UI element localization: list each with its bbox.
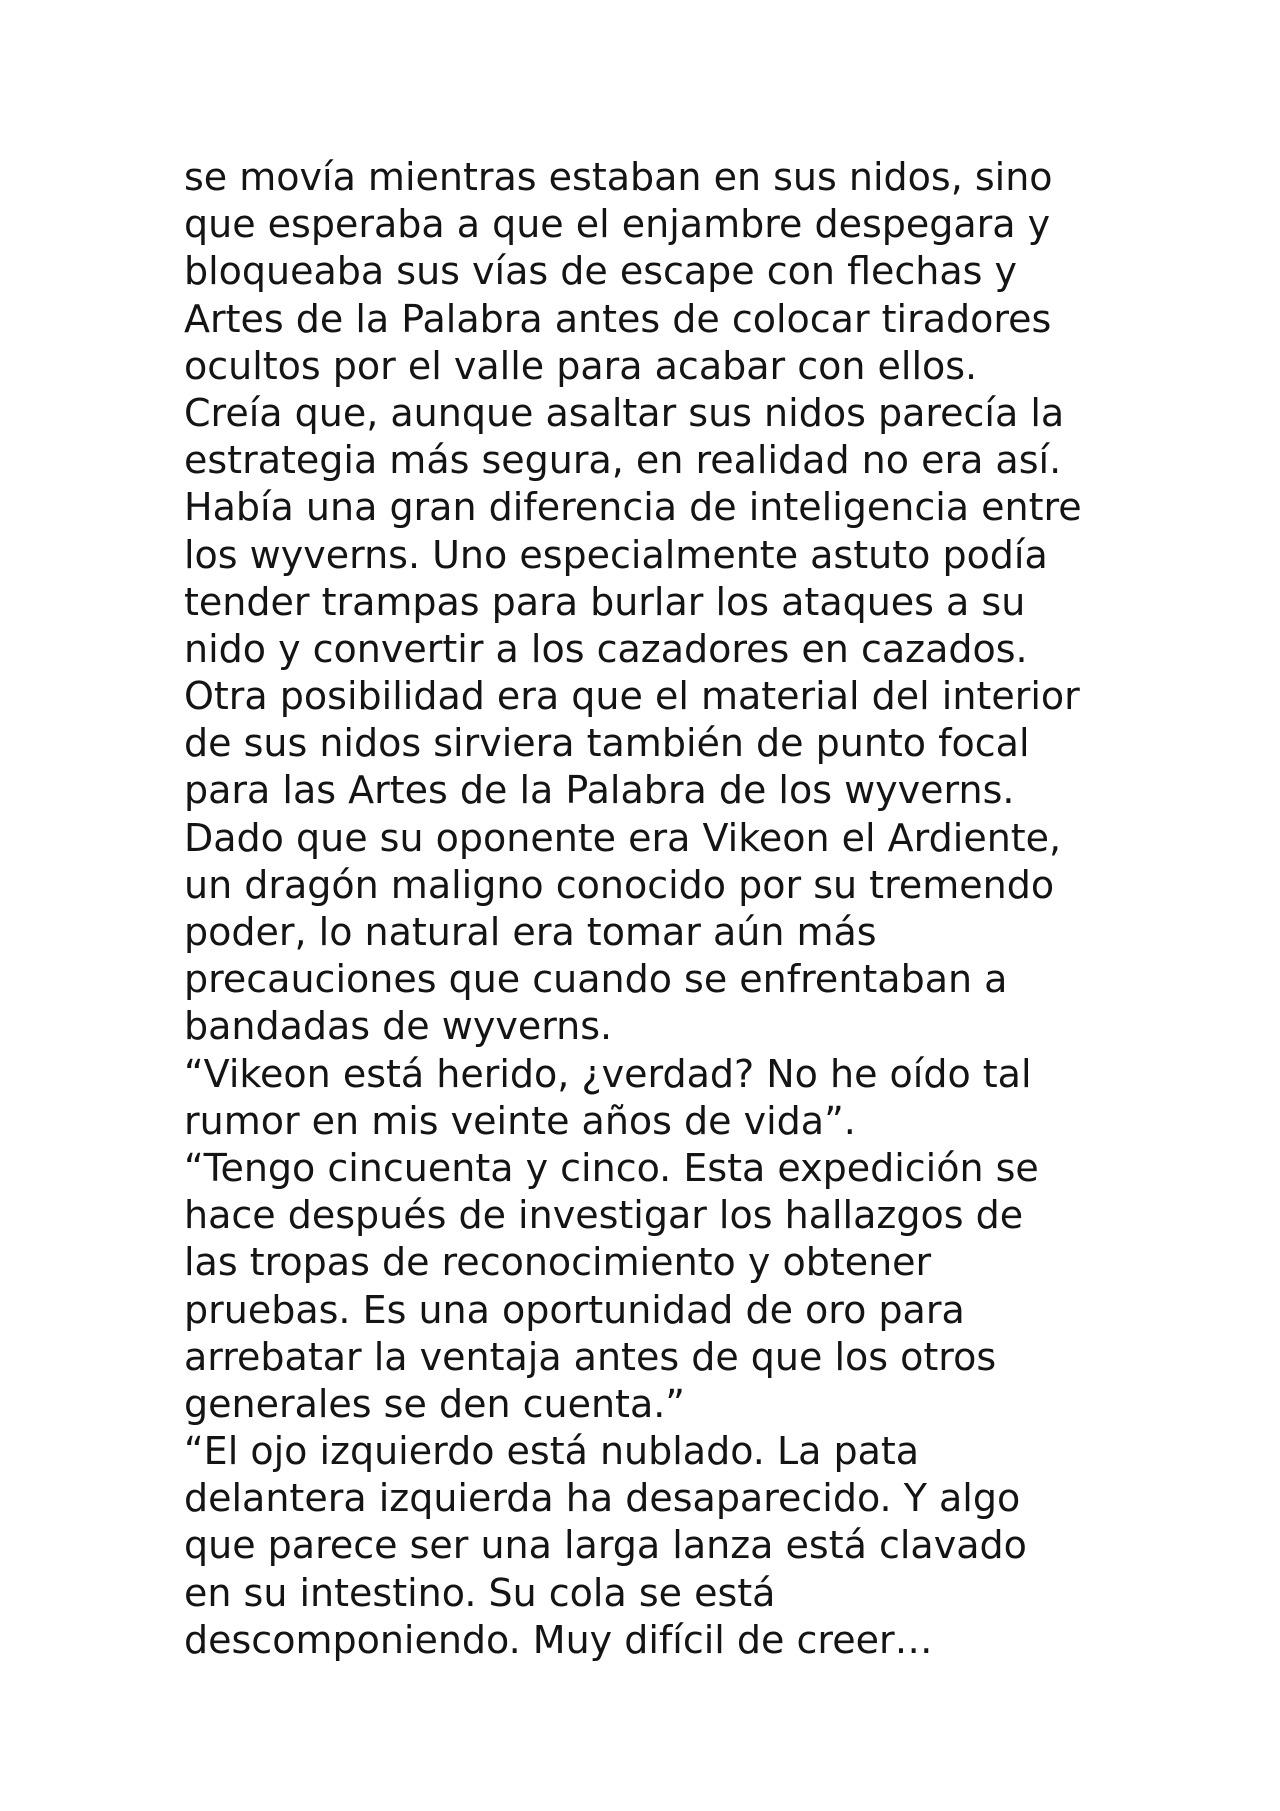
text-line: que parece ser una larga lanza está clavado (184, 1523, 1027, 1568)
text-line: “El ojo izquierdo está nublado. La pata (184, 1429, 920, 1474)
text-line: arrebatar la ventaja antes de que los otros (184, 1334, 997, 1379)
text-line: de sus nidos sirviera también de punto focal (184, 721, 1030, 766)
text-line: bloqueaba sus vías de escape con flechas y (184, 249, 1018, 294)
text-line: las tropas de reconocimiento y obtener (184, 1240, 932, 1285)
text-line: hace después de investigar los hallazgos de (184, 1193, 1024, 1238)
text-line: Otra posibilidad era que el material del interior (184, 674, 1080, 719)
text-line: en su intestino. Su cola se está (184, 1570, 776, 1615)
text-line: “Vikeon está herido, ¿verdad? No he oído tal (184, 1051, 1032, 1096)
text-line: los wyverns. Uno especialmente astuto podía (184, 532, 1048, 577)
text-line: nido y convertir a los cazadores en cazados. (184, 626, 1028, 671)
text-line: que esperaba a que el enjambre despegara y (184, 202, 1051, 247)
text-line: precauciones que cuando se enfrentaban a (184, 957, 1008, 1002)
body-text (184, 154, 1244, 1664)
text-line: tender trampas para burlar los ataques a su (184, 579, 1026, 624)
text-line: estrategia más segura, en realidad no era así. (184, 438, 1062, 483)
text-line: Había una gran diferencia de inteligencia entre (184, 485, 1082, 530)
text-line: generales se den cuenta.” (184, 1381, 685, 1426)
text-line: descomponiendo. Muy difícil de creer… (184, 1617, 933, 1662)
text-line: se movía mientras estaban en sus nidos, sino (184, 155, 1053, 199)
text-line: delantera izquierda ha desaparecido. Y algo (184, 1476, 1021, 1521)
text-line: poder, lo natural era tomar aún más (184, 910, 877, 954)
text-line: un dragón maligno conocido por su tremendo (184, 862, 1055, 907)
text-line: “Tengo cincuenta y cinco. Esta expedición se (184, 1145, 1039, 1190)
text-line: rumor en mis veinte años de vida”. (184, 1098, 856, 1143)
text-line: para las Artes de la Palabra de los wyverns. (184, 768, 1015, 813)
text-line: Artes de la Palabra antes de colocar tiradores (184, 296, 1052, 341)
text-line: bandadas de wyverns. (184, 1004, 613, 1049)
text-line: pruebas. Es una oportunidad de oro para (184, 1287, 965, 1332)
text-line: Creía que, aunque asaltar sus nidos parecía la (184, 390, 1065, 435)
text-line: ocultos por el valle para acabar con ellos. (184, 343, 978, 388)
text-line: Dado que su oponente era Vikeon el Ardiente, (184, 815, 1062, 860)
